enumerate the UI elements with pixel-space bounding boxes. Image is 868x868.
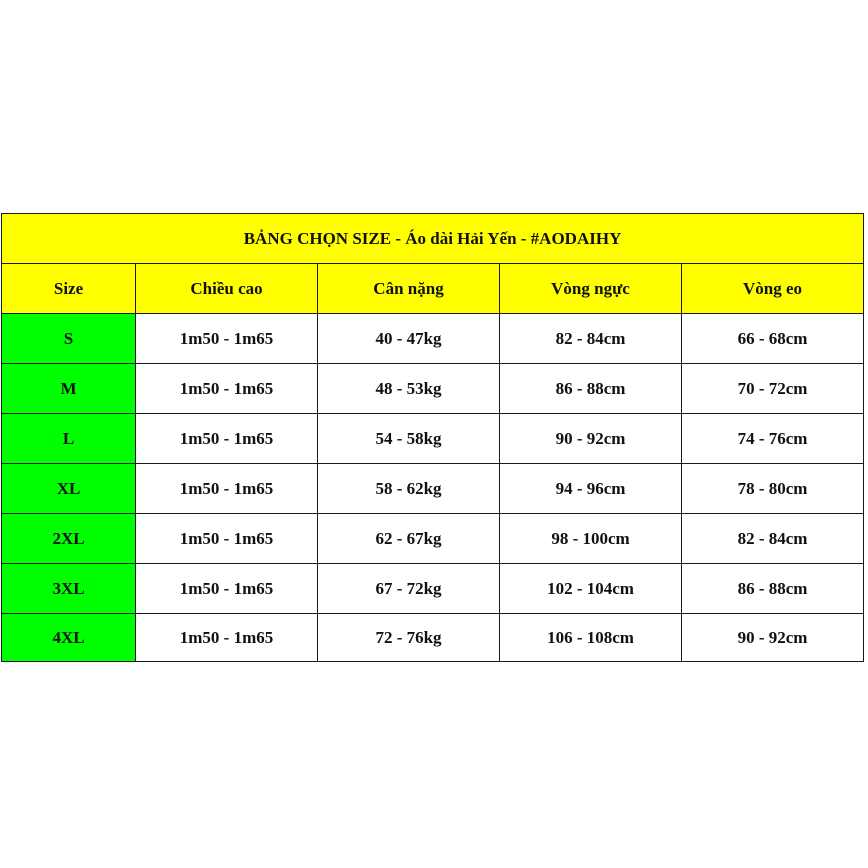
weight-cell: 67 - 72kg (318, 564, 500, 614)
size-cell: 2XL (2, 514, 136, 564)
chest-cell: 98 - 100cm (500, 514, 682, 564)
waist-cell: 66 - 68cm (682, 314, 864, 364)
size-chart-table (1, 213, 864, 662)
table-row (2, 414, 864, 464)
height-cell: 1m50 - 1m65 (136, 364, 318, 414)
size-cell: 4XL (2, 614, 136, 662)
chest-cell: 82 - 84cm (500, 314, 682, 364)
header-size: Size (2, 264, 136, 314)
header-weight: Cân nặng (318, 264, 500, 314)
size-cell: S (2, 314, 136, 364)
table-row (2, 514, 864, 564)
waist-cell: 70 - 72cm (682, 364, 864, 414)
table-title-row (2, 214, 864, 264)
size-cell: L (2, 414, 136, 464)
weight-cell: 58 - 62kg (318, 464, 500, 514)
table-title: BẢNG CHỌN SIZE - Áo dài Hải Yến - #AODAIHY (2, 214, 864, 264)
weight-cell: 72 - 76kg (318, 614, 500, 662)
table-header-row (2, 264, 864, 314)
table-row (2, 464, 864, 514)
chest-cell: 102 - 104cm (500, 564, 682, 614)
size-cell: XL (2, 464, 136, 514)
chest-cell: 90 - 92cm (500, 414, 682, 464)
height-cell: 1m50 - 1m65 (136, 614, 318, 662)
height-cell: 1m50 - 1m65 (136, 414, 318, 464)
header-waist: Vòng eo (682, 264, 864, 314)
header-chest: Vòng ngực (500, 264, 682, 314)
height-cell: 1m50 - 1m65 (136, 564, 318, 614)
table-row (2, 364, 864, 414)
weight-cell: 54 - 58kg (318, 414, 500, 464)
waist-cell: 86 - 88cm (682, 564, 864, 614)
size-cell: 3XL (2, 564, 136, 614)
height-cell: 1m50 - 1m65 (136, 514, 318, 564)
height-cell: 1m50 - 1m65 (136, 314, 318, 364)
chest-cell: 86 - 88cm (500, 364, 682, 414)
weight-cell: 48 - 53kg (318, 364, 500, 414)
table-row (2, 614, 864, 662)
waist-cell: 90 - 92cm (682, 614, 864, 662)
waist-cell: 82 - 84cm (682, 514, 864, 564)
size-cell: M (2, 364, 136, 414)
waist-cell: 74 - 76cm (682, 414, 864, 464)
height-cell: 1m50 - 1m65 (136, 464, 318, 514)
weight-cell: 40 - 47kg (318, 314, 500, 364)
chest-cell: 106 - 108cm (500, 614, 682, 662)
header-height: Chiều cao (136, 264, 318, 314)
waist-cell: 78 - 80cm (682, 464, 864, 514)
table-row (2, 314, 864, 364)
weight-cell: 62 - 67kg (318, 514, 500, 564)
table-row (2, 564, 864, 614)
chest-cell: 94 - 96cm (500, 464, 682, 514)
